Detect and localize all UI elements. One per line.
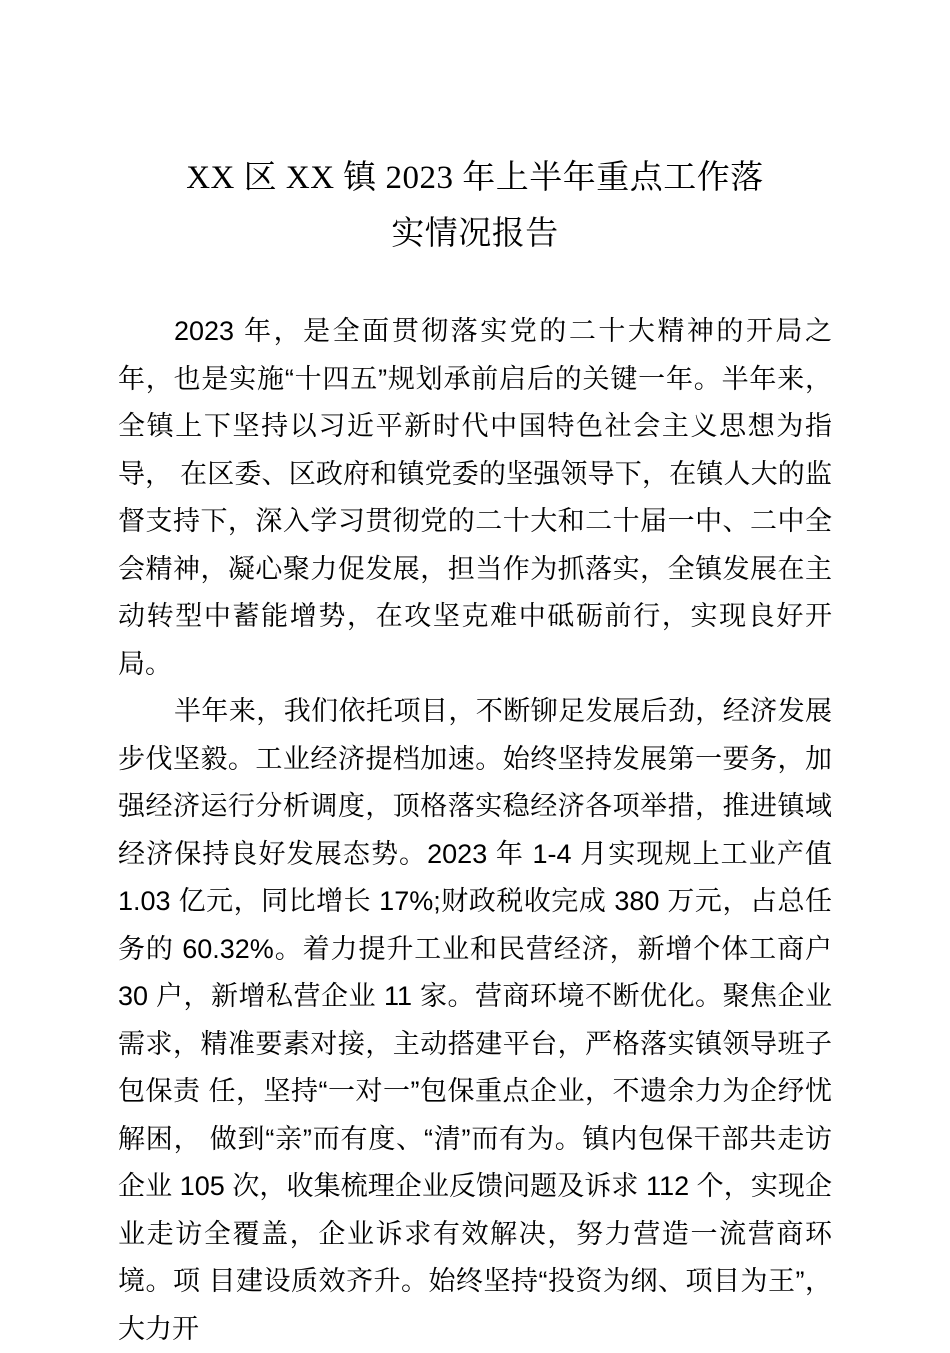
paragraph-1: 2023 年，是全面贯彻落实党的二十大精神的开局之年，也是实施“十四五”规划承前启后的关键一年。半年来，全镇上下坚持以习近平新时代中国特色社会主义思想为指导， 在区委、区政府和镇党委的坚强领导下，在镇人大的监督支持下，深入学习贯彻党的二十大和二十届一中、二中全会精神，凝心聚力促发展，担当作为抓落实，全镇发展在主动转型中蓄能增势，在攻坚克难中砥砺前行，实现良好开局。 — [118, 316, 832, 679]
document-body — [118, 308, 832, 1353]
page-title-line-1: XX 区 XX 镇 2023 年上半年重点工作落 — [186, 160, 764, 196]
page-title-line-2: 实情况报告 — [391, 216, 559, 252]
paragraph-2: 半年来，我们依托项目，不断铆足发展后劲，经济发展步伐坚毅。工业经济提档加速。始终坚持发展第一要务，加强经济运行分析调度，顶格落实稳经济各项举措，推进镇域经济保持良好发展态势。2023 年 1‑4 月实现规上工业产值 1.03 亿元，同比增长 17%;财政税收完成 380 万元，占总任务的 60.32%。着力提升工业和民营经济，新增个体工商户 30 户，新增私营企业 11 家。营商环境不断优化。聚焦企业需求，精准要素对接，主动搭建平台，严格落实镇领导班子包保责 任，坚持“一对一”包保重点企业，不遗余力为企纾忧解困， 做到“亲”而有度、“清”而有为。镇内包保干部共走访企业 105 次，收集梳理企业反馈问题及诉求 112 个，实现企业走访全覆盖，企业诉求有效解决，努力营造一流营商环境。项 目建设质效齐升。始终坚持“投资为纲、项目为王”，大力开 — [118, 696, 832, 1344]
page-title — [118, 150, 832, 262]
